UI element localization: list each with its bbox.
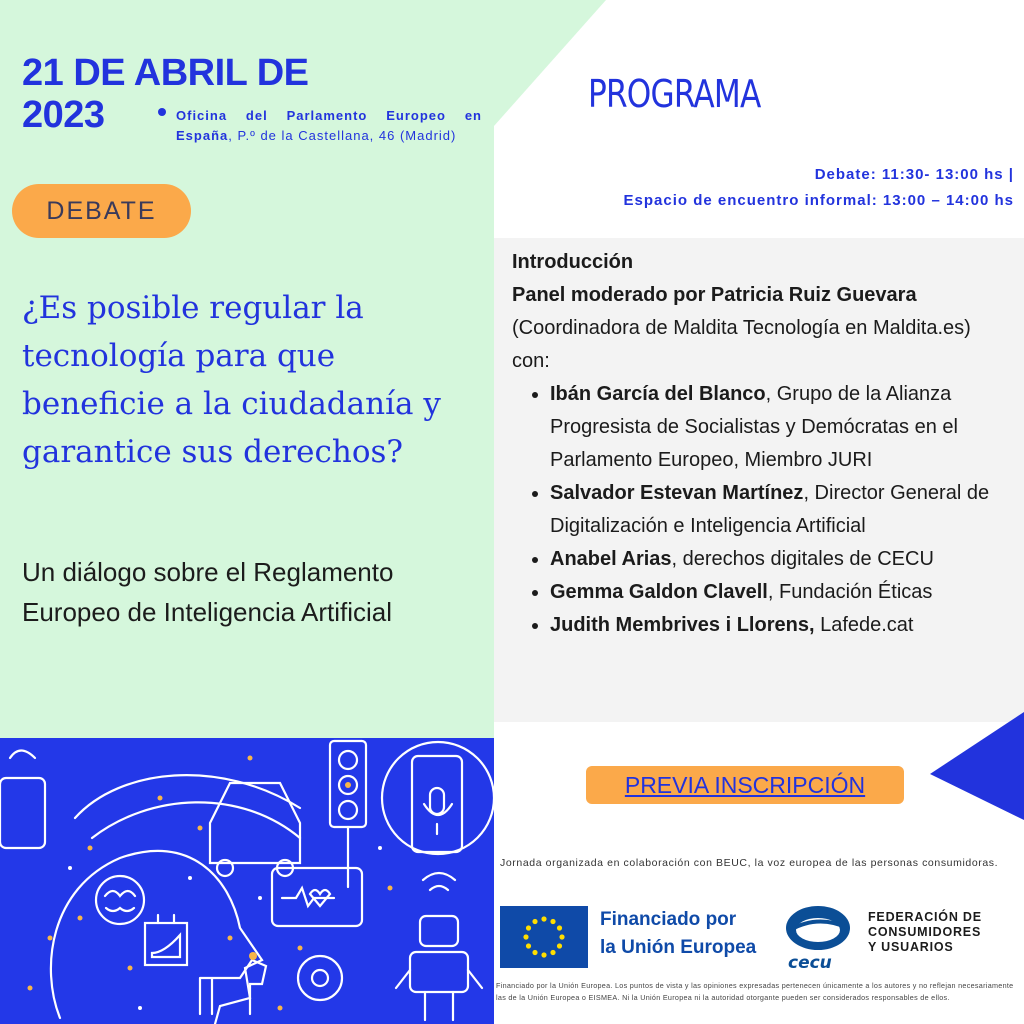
technology-illustration [0,738,494,1024]
list-item: • Salvador Estevan Martínez, Director General de Digitalización e Inteligencia Artificial [550,477,1012,543]
list-item: • Anabel Arias, derechos digitales de CECU [550,543,1012,576]
debate-tag: DEBATE [12,184,191,238]
cecu-logo [780,900,860,972]
program-list [512,246,1012,642]
cecu-name: FEDERACIÓN DE CONSUMIDORES Y USUARIOS [868,910,982,954]
panel-note: (Coordinadora de Maldita Tecnología en Maldita.es) con: [512,317,971,372]
headline-question: ¿Es posible regular la tecnología para que beneficie a la ciudadanía y garantice sus derechos? [22,290,441,470]
registration-link[interactable]: PREVIA INSCRIPCIÓN [586,766,904,804]
list-item: • Ibán García del Blanco, Grupo de la Alianza Progresista de Socialistas y Demócratas en el Parlamento Europeo, Miembro JURI [550,378,1012,477]
list-item: • Gemma Galdon Clavell, Fundación Éticas [550,576,1012,609]
speakers-list [512,378,1012,642]
organized-note: Jornada organizada en colaboración con BEUC, la voz europea de las personas consumidoras. [500,857,999,869]
decorative-triangle-right [930,712,1024,822]
svg-text:cecu: cecu [788,953,832,972]
schedule-info: Debate: 11:30- 13:00 hs | Espacio de encuentro informal: 13:00 – 14:00 hs [623,166,1014,209]
bullet-dot [158,108,166,116]
event-location: Oficina del Parlamento Europeo en España, P.º de la Castellana, 46 (Madrid) [176,108,482,143]
headline-subtitle: Un diálogo sobre el Reglamento Europeo de Inteligencia Artificial [22,557,394,627]
eu-disclaimer: Financiado por la Unión Europea. Los puntos de vista y las opiniones expresadas pertenecen únicamente a los autores y no reflejan necesariamente las de la Unión Europea o EISMEA. Ni la Unión Europea ni la autoridad otorgante pueden ser considerados responsables de ellos. [496,981,1014,1002]
list-item: • Judith Membrives i Llorens, Lafede.cat [550,609,1012,642]
event-date: 21 DE ABRIL DE 2023 [22,52,309,136]
eu-flag-logo [500,906,588,968]
panel-moderator: Panel moderado por Patricia Ruiz Guevara [512,284,917,306]
intro-item: Introducción [512,251,634,273]
program-title: PROGRAMA [588,72,761,116]
eu-funding-text: Financiado por la Unión Europea [600,909,757,958]
illustration-dots [0,738,494,1024]
